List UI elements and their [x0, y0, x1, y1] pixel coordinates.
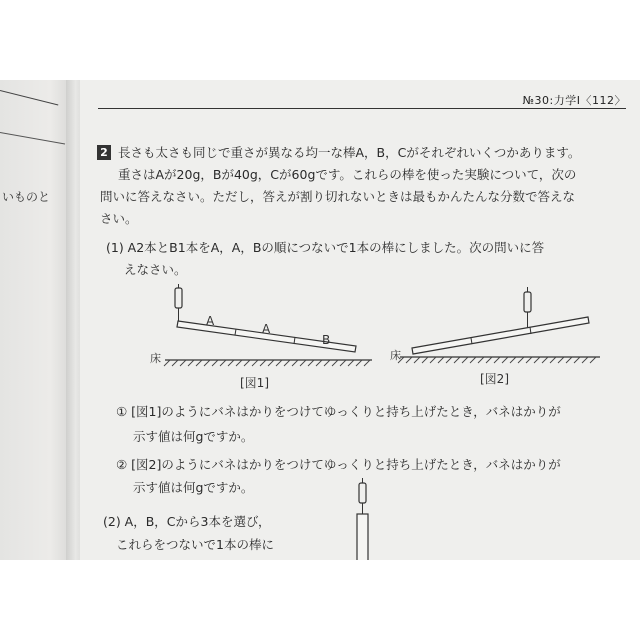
figure2-diagram	[398, 287, 600, 363]
left-page-text: いものと	[2, 190, 51, 204]
sub1-line-2: 示す値は何gですか。	[133, 429, 254, 444]
part2-line-1: (2) A，B，Cから3本を選び，	[103, 514, 271, 529]
sub1-line-1: ① [図1]のようにバネはかりをつけてゆっくりと持ち上げたとき，バネはかりが	[116, 404, 561, 419]
rod-label-a1: A	[206, 314, 215, 328]
part2-diagram	[357, 478, 368, 564]
part1-line-1: (1) A2本とB1本をA，A，Bの順につないで1本の棒にしました。次の問いに答	[106, 240, 545, 255]
background-bottom	[0, 560, 640, 640]
part2-line-2: これらをつないで1本の棒に	[116, 537, 274, 552]
spring-scale-icon	[359, 483, 366, 503]
spring-scale-icon	[175, 288, 182, 308]
sub2-line-2: 示す値は何gですか。	[133, 480, 254, 495]
sub2-line-1: ② [図2]のようにバネはかりをつけてゆっくりと持ち上げたとき，バネはかりが	[116, 457, 561, 472]
floor-label-2: 床	[390, 349, 401, 362]
part1-line-2: えなさい。	[124, 262, 187, 277]
question-line-3: 問いに答えなさい。ただし，答えが割り切れないときは最もかんたんな分数で答えな	[100, 189, 576, 204]
question-number-badge: 2	[97, 145, 111, 160]
question-line-1: 長さも太さも同じで重さが異なる均一な棒A，B，Cがそれぞれいくつかあります。	[118, 145, 581, 160]
page-header: №30:力学Ⅰ〈112〉	[522, 94, 626, 107]
spring-scale-icon	[524, 292, 531, 312]
figure2-caption: [図2]	[480, 372, 509, 386]
vertical-rod	[357, 514, 368, 564]
question-line-2: 重さはAが20g，Bが40g，Cが60gです。これらの棒を使った実験について，次の	[118, 167, 577, 182]
rod	[412, 317, 589, 354]
figure1-caption: [図1]	[240, 376, 269, 390]
rod-label-b: B	[322, 333, 331, 347]
question-line-4: さい。	[100, 211, 138, 226]
rod-label-a2: A	[262, 322, 271, 336]
floor-label-1: 床	[150, 352, 161, 365]
